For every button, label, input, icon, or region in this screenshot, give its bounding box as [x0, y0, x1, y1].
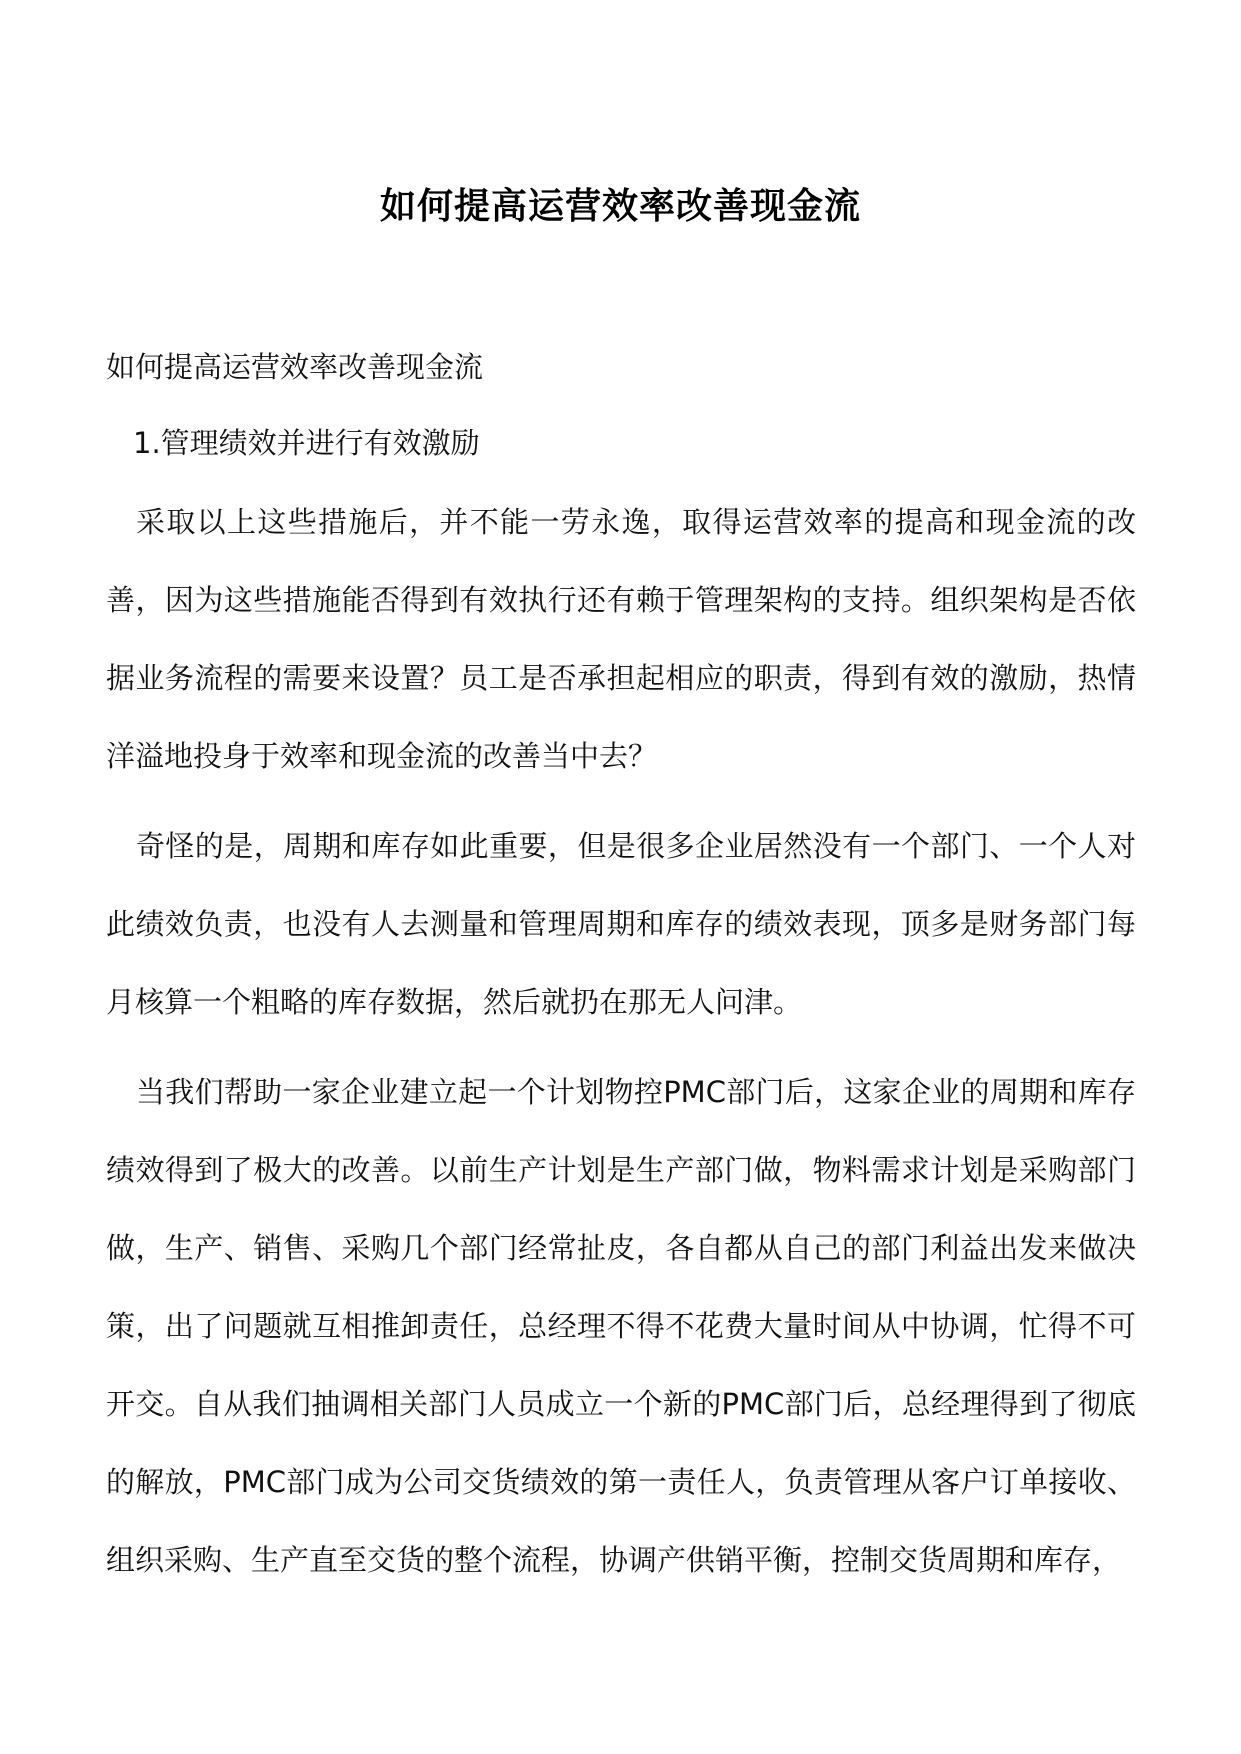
document-title: 如何提高运营效率改善现金流: [379, 185, 861, 228]
document-subtitle: 如何提高运营效率改善现金流: [106, 350, 484, 384]
paragraph: 奇怪的是，周期和库存如此重要，但是很多企业居然没有一个部门、一个人对此绩效负责，也没有人去测量和管理周期和库存的绩效表现，顶多是财务部门每月核算一个粗略的库存数据，然后就扔在那无人问津。: [106, 829, 1136, 1019]
paragraph: 采取以上这些措施后，并不能一劳永逸，取得运营效率的提高和现金流的改善，因为这些措施能否得到有效执行还有赖于管理架构的支持。组织架构是否依据业务流程的需要来设置？员工是否承担起相应的职责，得到有效的激励，热情洋溢地投身于效率和现金流的改善当中去？: [106, 505, 1136, 773]
paragraph: 当我们帮助一家企业建立起一个计划物控PMC部门后，这家企业的周期和库存绩效得到了极大的改善。以前生产计划是生产部门做，物料需求计划是采购部门做，生产、销售、采购几个部门经常扯皮，各自都从自己的部门利益出发来做决策，出了问题就互相推卸责任，总经理不得不花费大量时间从中协调，忙得不可开交。自从我们抽调相关部门人员成立一个新的PMC部门后，总经理得到了彻底的解放，PMC部门成为公司交货绩效的第一责任人，负责管理从客户订单接收、组织采购、生产直至交货的整个流程，协调产供销平衡，控制交货周期和库存，: [106, 1075, 1136, 1577]
section-heading: 1.管理绩效并进行有效激励: [133, 426, 480, 460]
document-body: [106, 345, 1136, 1599]
